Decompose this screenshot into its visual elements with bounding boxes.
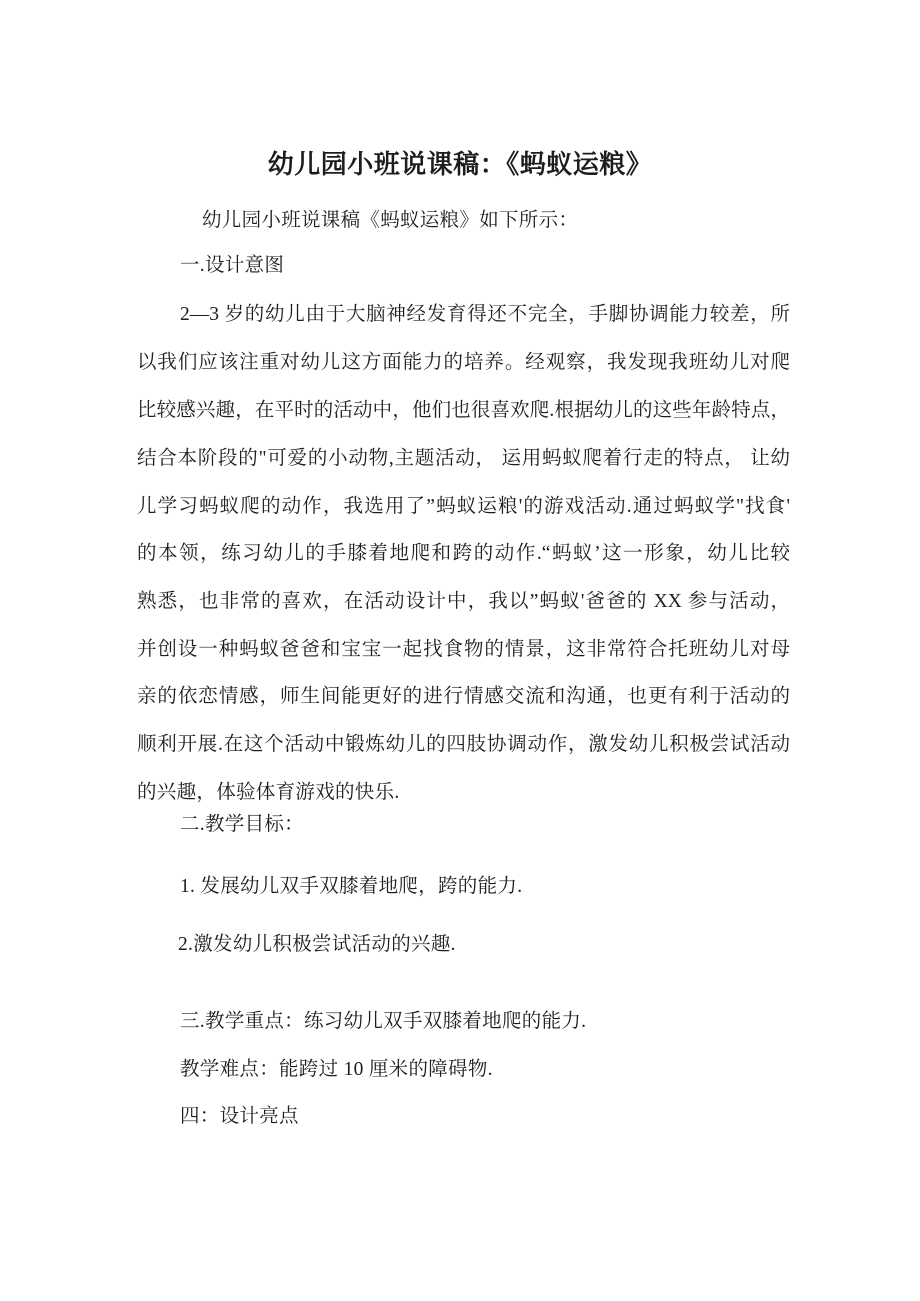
- para-design-intent-line-5: 儿学习蚂蚁爬的动作，我选用了”蚂蚁运粮'的游戏活动.通过蚂蚁学"找食': [137, 496, 790, 517]
- goal-item-1: 1. 发展幼儿双手双膝着地爬，跨的能力.: [180, 876, 523, 897]
- para-design-intent-line-2: 以我们应该注重对幼儿这方面能力的培养。经观察，我发现我班幼儿对爬: [137, 352, 790, 373]
- goal-item-2: 2.激发幼儿积极尝试活动的兴趣.: [178, 934, 456, 955]
- para-design-intent-line-9: 亲的依恋情感，师生间能更好的进行情感交流和沟通，也更有利于活动的: [137, 686, 790, 707]
- para-design-intent-line-3: 比较感兴趣，在平时的活动中，他们也很喜欢爬.根据幼儿的这些年龄特点，: [137, 400, 790, 421]
- heading-design-highlights: 四：设计亮点: [180, 1106, 299, 1127]
- para-design-intent-line-8: 并创设一种蚂蚁爸爸和宝宝一起找食物的情景，这非常符合托班幼儿对母: [137, 639, 790, 660]
- intro-line: 幼儿园小班说课稿《蚂蚁运粮》如下所示：: [202, 210, 579, 231]
- para-design-intent-line-6: 的本领，练习幼儿的手膝着地爬和跨的动作.“蚂蚁’这一形象，幼儿比较: [137, 543, 790, 564]
- heading-design-intent: 一.设计意图: [180, 255, 285, 276]
- heading-teaching-focus: 三.教学重点：练习幼儿双手双膝着地爬的能力.: [180, 1011, 587, 1032]
- para-design-intent-line-7: 熟悉，也非常的喜欢，在活动设计中，我以”蚂蚁'爸爸的 XX 参与活动，: [137, 591, 790, 612]
- document-title: 幼儿园小班说课稿：《蚂蚁运粮》: [267, 149, 653, 179]
- para-design-intent-line-10: 顺利开展.在这个活动中锻炼幼儿的四肢协调动作，激发幼儿积极尝试活动: [137, 734, 790, 755]
- heading-teaching-goals: 二.教学目标：: [180, 814, 304, 835]
- para-design-intent-line-1: 2—3 岁的幼儿由于大脑神经发育得还不完全，手脚协调能力较差，所: [180, 304, 790, 325]
- teaching-difficulty: 教学难点：能跨过 10 厘米的障碍物.: [180, 1059, 493, 1080]
- para-design-intent-line-4: 结合本阶段的"可爱的小动物,主题活动， 运用蚂蚁爬着行走的特点， 让幼: [137, 448, 790, 469]
- para-design-intent-line-11: 的兴趣，体验体育游戏的快乐.: [137, 782, 400, 803]
